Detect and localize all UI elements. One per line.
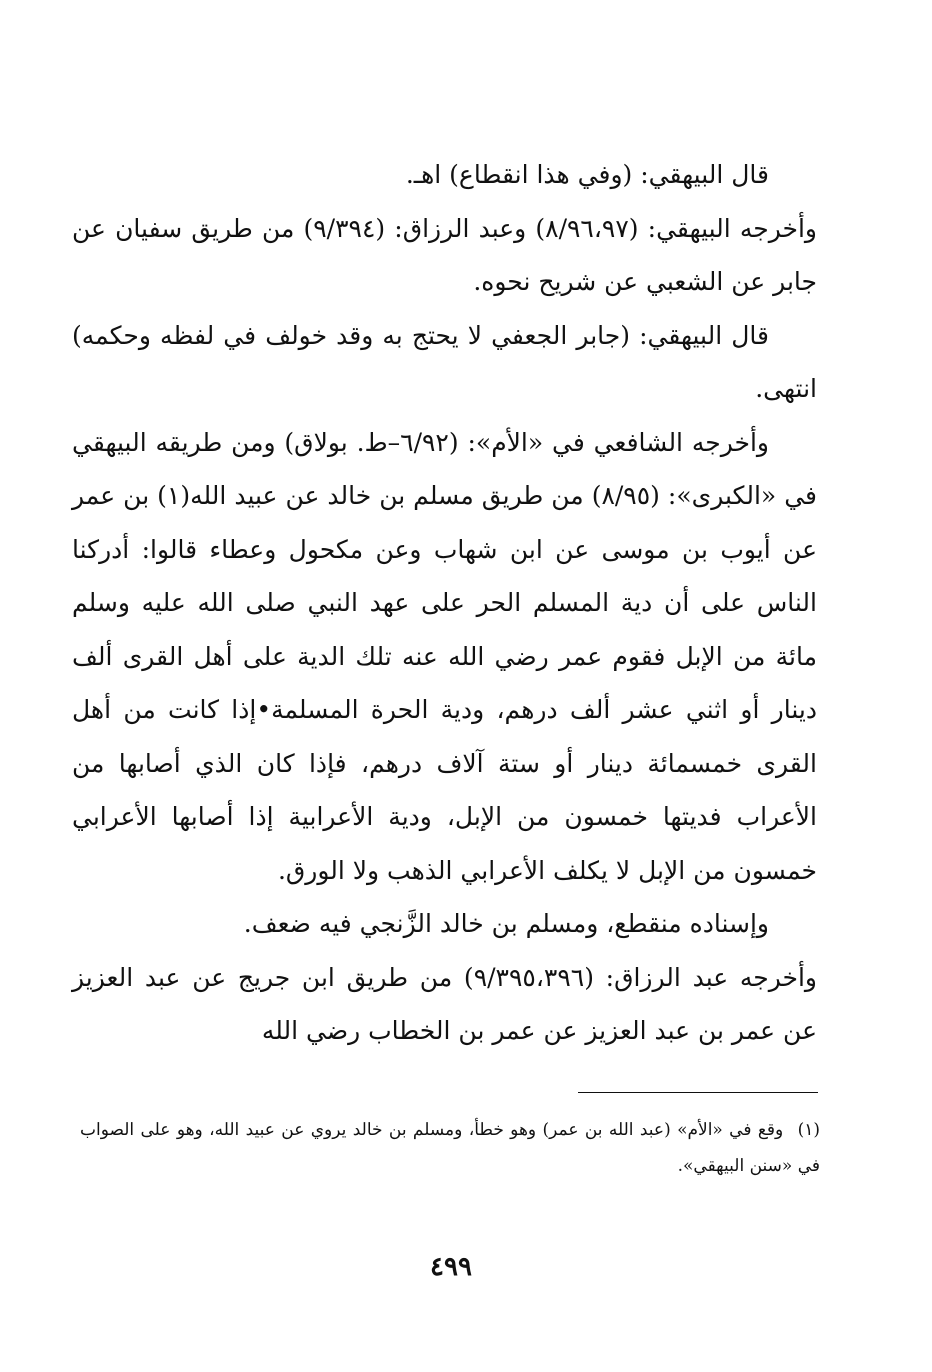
paragraph: قال البيهقي: (وفي هذا انقطاع) اهـ.: [405, 160, 769, 189]
footnote-text: وقع في «الأم» (عبد الله بن عمر) وهو خطأ، ومسلم بن خالد يروي عن عبيد الله، وهو على الصواب في «سنن البيهقي».: [80, 1120, 820, 1176]
footnote-marker: (١): [797, 1120, 821, 1140]
footnote: [80, 1112, 820, 1184]
paragraph: وإسناده منقطع، ومسلم بن خالد الزَّنجي فيه ضعف.: [243, 909, 769, 938]
paragraph: قال البيهقي: (جابر الجعفي لا يحتج به وقد خولف في لفظه وحكمه) انتهى.: [72, 320, 817, 403]
paragraph: وأخرجه البيهقي: (٨/٩٦،٩٧) وعبد الرزاق: (٩/٣٩٤) من طريق سفيان عن جابر عن الشعبي عن شريح نحوه.: [72, 213, 817, 296]
main-text: [72, 148, 817, 1058]
footnote-separator: [578, 1092, 818, 1093]
page-number: ٤٩٩: [430, 1252, 472, 1282]
paragraph: وأخرجه الشافعي في «الأم»: (٦/٩٢–ط. بولاق) ومن طريقه البيهقي في «الكبرى»: (٨/٩٥) من طريق مسلم بن خالد عن عبيد الله(١) بن عمر عن أيوب بن موسى عن ابن شهاب وعن مكحول وعطاء قالوا: أدركنا الناس على أن دية المسلم الحر على عهد النبي صلى الله عليه وسلم مائة من الإبل فقوم عمر رضي الله عنه تلك الدية على أهل القرى ألف دينار أو اثني عشر ألف درهم، ودية الحرة المسلمة•إذا كانت من أهل القرى خمسمائة دينار أو ستة آلاف درهم، فإذا كان الذي أصابها من الأعراب فديتها خمسون من الإبل، ودية الأعرابية إذا أصابها الأعرابي خمسون من الإبل لا يكلف الأعرابي الذهب ولا الورق.: [72, 427, 817, 885]
paragraph: وأخرجه عبد الرزاق: (٩/٣٩٥،٣٩٦) من طريق ابن جريج عن عبد العزيز عن عمر بن عبد العزيز عن عمر بن الخطاب رضي الله: [72, 962, 817, 1045]
